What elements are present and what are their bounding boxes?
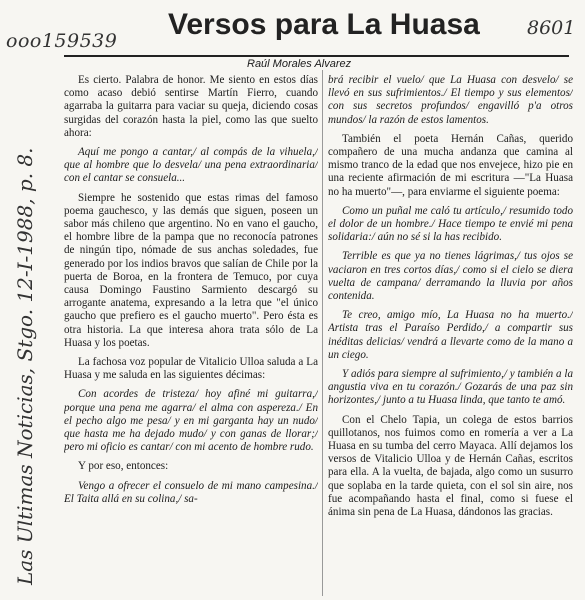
paragraph: Es cierto. Palabra de honor. Me siento en estos días como acaso debió sentirse Martín Fierro, cuando agarraba la guitarra para vaciar su queja, diciendo cosas surgidas del corazón hasta la piel, como las que suelto ahora: — [64, 74, 318, 139]
verse: Vengo a ofrecer el consuelo de mi mano campesina./ El Taita allá en su colina,/ sa- — [64, 479, 318, 505]
handwritten-number: 8601 — [527, 17, 576, 39]
verse: Con acordes de tristeza/ hoy afiné mi guitarra,/ porque una pena me agarra/ el alma con aspereza./ En el pecho algo me pesa/ y en mi garganta hay un nudo/ que hasta me ha dejado mudo/ y con ganas de llorar;/ pero mi oficio es cantar/ con mi acento de hombre rudo. — [64, 388, 318, 454]
verse: Aquí me pongo a cantar,/ al compás de la vihuela,/ que al hombre que lo desvela/ una pena extraordinaria/ con el cantar se consuela... — [64, 146, 318, 185]
verse: Como un puñal me caló tu artículo,/ resumido todo el dolor de un hombre./ Hace tiempo te envié mi pena solidaria:/ aún no sé si la has recibido. — [328, 204, 573, 244]
paragraph: Con el Chelo Tapia, un colega de estos barrios quillotanos, nos fuimos como en romería a ver a La Huasa en su tumba del cerro Mayaca. Allí dejamos los versos de Vitalicio Ulloa y de Hernán Cañas, escritos para ella. A la vuelta, de bajada, algo como un susurro que soplaba en la tarde quieta, con el sol sin aire, nos fue acompañando hasta el final, como si fuese el ánima sin pena de La Huasa, dándonos las gracias. — [328, 413, 573, 519]
verse: Y adiós para siempre al sufrimiento,/ y también a la angustia viva en tu corazón./ Gozarás de una paz sin horizontes,/ junto a tu Huasa linda, que tanto te amó. — [328, 368, 573, 407]
article-title: Versos para La Huasa — [168, 8, 480, 41]
title-rule — [64, 55, 569, 57]
paragraph: Siempre he sostenido que estas rimas del famoso poema gauchesco, y las demás que siguen, poseen un sabor más chileno que argentino. No en vano el gaucho, el hombre libre de la pampa que no reconocía patrones de ningún tipo, nómade de sus anchas soledades, fue generado por los indios bravos que salían de Chile por la puerta de Boroa, en la frontera de Temuco, por cuya causa Domingo Faustino Sarmiento descargó su arrogante anatema, expresando a la letra que "el único gaucho que prefiero es el gaucho muerto". Pero ésta es otra historia. La que interesa ahora trata sólo de La Huasa y los poetas. — [64, 191, 318, 349]
paragraph: La fachosa voz popular de Vitalicio Ulloa saluda a La Huasa y me saluda en las siguientes décimas: — [64, 356, 318, 382]
margin-note: Las Ultimas Noticias, Stgo. 12-I-1988, p. 8. — [13, 147, 37, 585]
verse: brá recibir el vuelo/ que La Huasa con desvelo/ se llevó en sus sufrimientos./ El tiempo y sus elementos/ con sus secretos profundos/ engavilló p'a otros mundos/ la razón de estos lamentos. — [328, 74, 573, 126]
paragraph: Y por eso, entonces: — [78, 460, 169, 473]
column-divider — [322, 70, 323, 596]
article-right-column — [328, 74, 573, 596]
paragraph: También el poeta Hernán Cañas, querido compañero de una mucha andanza que camina al mismo tranco de la edad que nos envejece, hizo pie en una reciente afirmación de mi escritura —"La Huasa no ha muerto"—, para enviarme el siguiente poema: — [328, 132, 573, 198]
verse: Terrible es que ya no tienes lágrimas,/ tus ojos se vaciaron en tres cortos días,/ como si el cielo se diera vuelta de campana/ derramando la lluvia por años contenida. — [328, 250, 573, 303]
verse: Te creo, amigo mío, La Huasa no ha muerto./ Artista tras el Paraíso Perdido,/ a compartir sus inéditas delicias/ vendrá a llevarte como de la mano a un ciego. — [328, 309, 573, 361]
article-left-column — [64, 74, 318, 596]
catalog-number: ooo159539 — [6, 30, 118, 52]
article-author: Raúl Morales Alvarez — [247, 58, 352, 70]
